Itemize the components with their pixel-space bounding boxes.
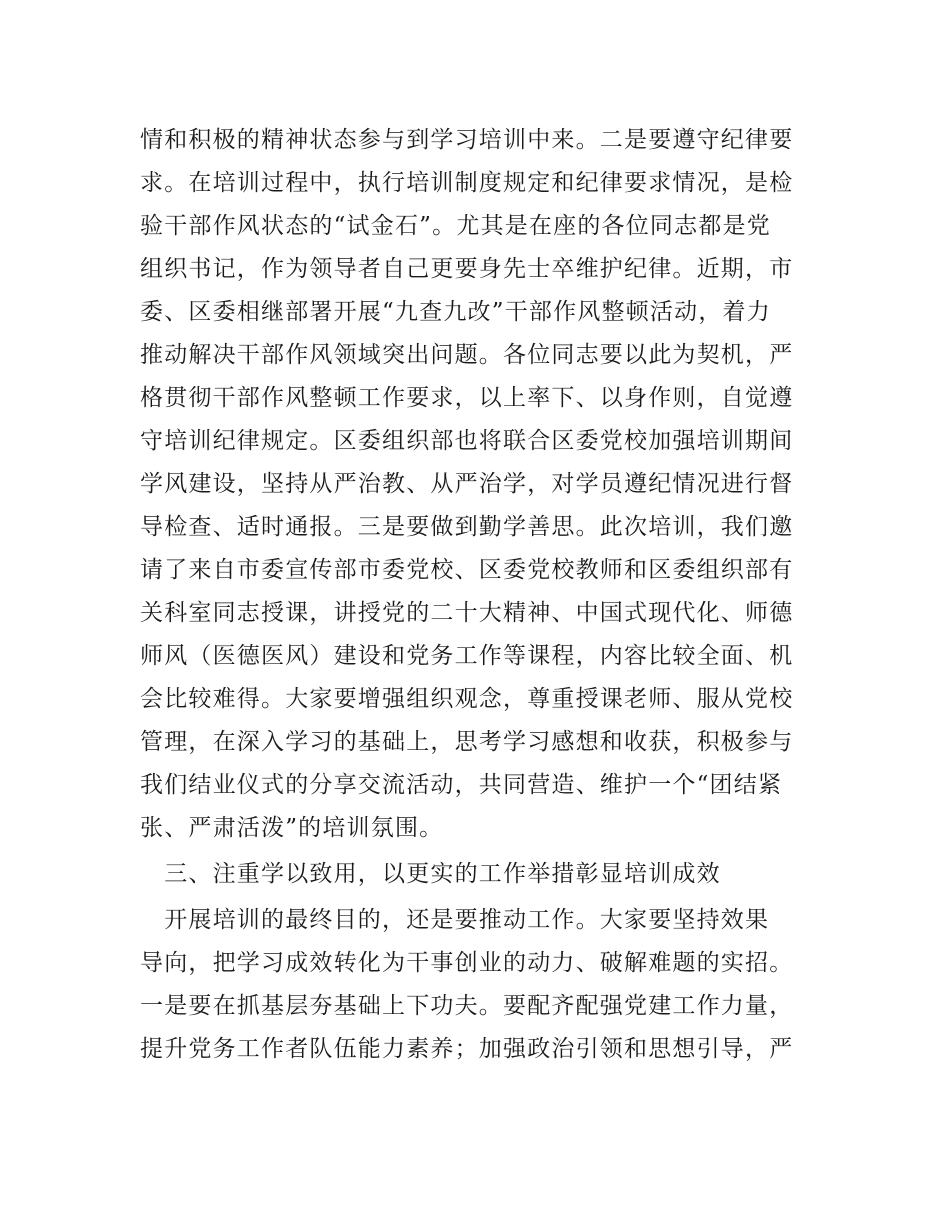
text-line: 导向，把学习成效转化为干事创业的动力、破解难题的实招。 [140, 950, 794, 976]
text-line: 情和积极的精神状态参与到学习培训中来。二是要遵守纪律要 [140, 127, 794, 153]
text-line: 委、区委相继部署开展“九查九改”干部作风整顿活动，着力 [140, 299, 771, 325]
text-line: 守培训纪律规定。区委组织部也将联合区委党校加强培训期间 [140, 428, 794, 454]
text-line: 一是要在抓基层夯基础上下功夫。要配齐配强党建工作力量， [140, 993, 794, 1019]
text-line: 开展培训的最终目的，还是要推动工作。大家要坚持效果 [140, 907, 770, 933]
text-line: 求。在培训过程中，执行培训制度规定和纪律要求情况，是检 [140, 170, 794, 196]
text-line: 验干部作风状态的“试金石”。尤其是在座的各位同志都是党 [140, 213, 771, 239]
text-line: 管理，在深入学习的基础上，思考学习感想和收获，积极参与 [140, 729, 794, 755]
text-line: 师风（医德医风）建设和党务工作等课程，内容比较全面、机 [140, 643, 794, 669]
text-line: 格贯彻干部作风整顿工作要求，以上率下、以身作则，自觉遵 [140, 385, 794, 411]
document-body [140, 119, 820, 1071]
section-heading: 三、注重学以致用，以更实的工作举措彰显培训成效 [140, 861, 721, 887]
text-line: 学风建设，坚持从严治教、从严治学，对学员遵纪情况进行督 [140, 471, 794, 497]
text-line: 推动解决干部作风领域突出问题。各位同志要以此为契机，严 [140, 342, 794, 368]
text-line: 张、严肃活泼”的培训氛围。 [140, 815, 444, 841]
text-line: 组织书记，作为领导者自己更要身先士卒维护纪律。近期，市 [140, 256, 794, 282]
text-line: 会比较难得。大家要增强组织观念，尊重授课老师、服从党校 [140, 686, 794, 712]
text-line: 提升党务工作者队伍能力素养；加强政治引领和思想引导，严 [140, 1036, 794, 1062]
text-line: 导检查、适时通报。三是要做到勤学善思。此次培训，我们邀 [140, 514, 794, 540]
text-line: 请了来自市委宣传部市委党校、区委党校教师和区委组织部有 [140, 557, 794, 583]
text-line: 关科室同志授课，讲授党的二十大精神、中国式现代化、师德 [140, 600, 794, 626]
text-line: 我们结业仪式的分享交流活动，共同营造、维护一个“团结紧 [140, 772, 783, 798]
